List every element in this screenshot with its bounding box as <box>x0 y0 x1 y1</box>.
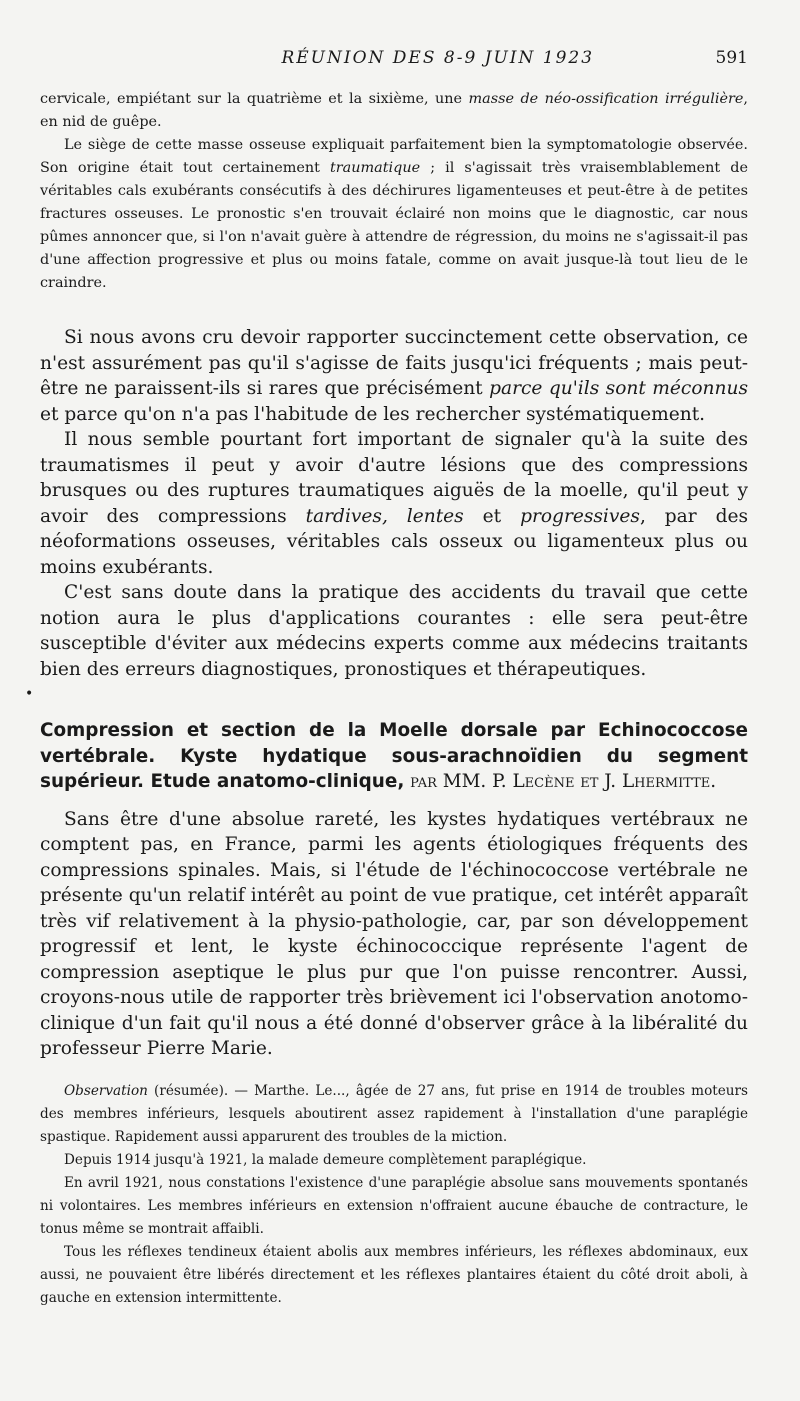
paragraph: Tous les réflexes tendineux étaient abolis aux membres inférieurs, les réflexes abdominaux, eux aussi, ne pouvaient être libérés directement et les réflexes plantaires étaient du côté droit aboli, à gauche en extension intermittente. <box>40 1243 748 1306</box>
paragraph: Sans être d'une absolue rareté, les kystes hydatiques vertébraux ne comptent pas, en France, parmi les agents étiologiques fréquents des compressions spinales. Mais, si l'étude de l'échinococcose vertébrale ne présente qu'un relatif intérêt au point de vue pratique, cet intérêt apparaît très vif relativement à la physio-pathologie, car, par son développement progressif et lent, le kyste échinococcique représente l'agent de compression aseptique le plus pur que l'on puisse rencontrer. Aussi, croyons-nous utile de rapporter très brièvement ici l'observation anotomo-clinique d'un fait qu'il nous a été donné d'observer grâce à la libéralité du professeur Pierre Marie. <box>40 808 748 1059</box>
running-head <box>40 48 748 88</box>
page-number: 591 <box>715 48 748 68</box>
paragraph <box>40 1080 748 1149</box>
authors-prefix: par MM. <box>404 771 493 792</box>
paragraph <box>40 88 748 134</box>
text-run: et <box>463 505 521 527</box>
paragraph: C'est sans doute dans la pratique des accidents du travail que cette notion aura le plus d'applications courantes : elle sera peut-être susceptible d'éviter aux médecins experts comme aux médecins traitants bien des erreurs diagnostiques, pronostiques et thérapeutiques. <box>40 582 748 680</box>
running-title: RÉUNION DES 8-9 JUIN 1923 <box>281 48 595 68</box>
page <box>40 48 748 1310</box>
paragraph: En avril 1921, nous constations l'existence d'une paraplégie absolue sans mouvements spontanés ni volontaires. Les membres inférieurs en extension n'offraient aucune ébauche de contracture, le tonus même se montrait affaibli. <box>40 1174 748 1237</box>
emphasis: parce qu'ils sont méconnus <box>489 378 748 399</box>
paragraph <box>40 427 748 580</box>
section-title-text: Compression et section de la Moelle dorsale par Echinococcose vertébrale. Kyste hydatique sous-arachnoïdien du segment supérieur. Etude anatomo-clinique, <box>40 720 748 792</box>
text-run: , par des néoformations osseuses, véritables cals osseux ou ligamenteux plus ou moins exubérants. <box>40 505 749 578</box>
paragraph <box>40 325 748 427</box>
text-run: et parce qu'on n'a pas l'habitude de les rechercher systématiquement. <box>40 403 706 425</box>
opening-paragraphs <box>40 88 748 295</box>
section-title <box>40 718 748 795</box>
text-run: , en nid de guêpe. <box>40 91 748 130</box>
text-run: Le siège de cette masse osseuse expliquait parfaitement bien la symptomatologie observée. Son origine était tout certainement <box>40 137 748 176</box>
text-run: (résumée). — Marthe. Le..., âgée de 27 ans, fut prise en 1914 de troubles moteurs des membres inférieurs, lesquels aboutirent assez rapidement à l'installation d'une paraplégie spastique. Rapidement aussi apparurent des troubles de la miction. <box>40 1082 748 1145</box>
paragraph <box>40 134 748 295</box>
paragraph: Depuis 1914 jusqu'à 1921, la malade demeure complètement paraplégique. <box>64 1151 587 1168</box>
text-run: ; il s'agissait très vraisemblablement de véritables cals exubérants consécutifs à des déchirures ligamenteuses et peut-être à de petites fractures osseuses. Le pronostic s'en trouvait éclairé non moins que le diagnostic, car nous pûmes annoncer que, si l'on n'avait guère à attendre de régression, du moins ne s'agissait-il pas d'une affection progressive et plus ou moins fatale, comme on avait jusque-là tout lieu de le craindre. <box>40 160 748 291</box>
text-run: Il nous semble pourtant fort important de signaler qu'à la suite des traumatismes il peut y avoir d'autre lésions que des compressions brusques ou des ruptures traumatiques aiguës de la moelle, qu'il peut y avoir des compressions <box>40 429 748 527</box>
emphasis: tardives, lentes <box>305 505 464 527</box>
text-run: cervicale, empiétant sur la quatrième et la sixième, une <box>40 91 469 107</box>
emphasis: traumatique <box>330 160 421 176</box>
commentary-paragraphs <box>40 325 748 682</box>
authors: P. Lecène et J. Lhermitte. <box>492 771 717 792</box>
observation-section <box>40 1080 748 1310</box>
text-run: Si nous avons cru devoir rapporter succinctement cette observation, ce n'est assurément pas qu'il s'agisse de faits jusqu'ici fréquents ; mais peut-être ne paraissent-ils si rares que précisément <box>40 327 748 399</box>
bullet-mark: • <box>25 686 34 702</box>
emphasis: masse de néo-ossification irrégulière <box>468 91 744 107</box>
intro-section <box>40 807 748 1062</box>
emphasis: progressives <box>520 505 640 527</box>
emphasis: Observation <box>64 1082 148 1099</box>
